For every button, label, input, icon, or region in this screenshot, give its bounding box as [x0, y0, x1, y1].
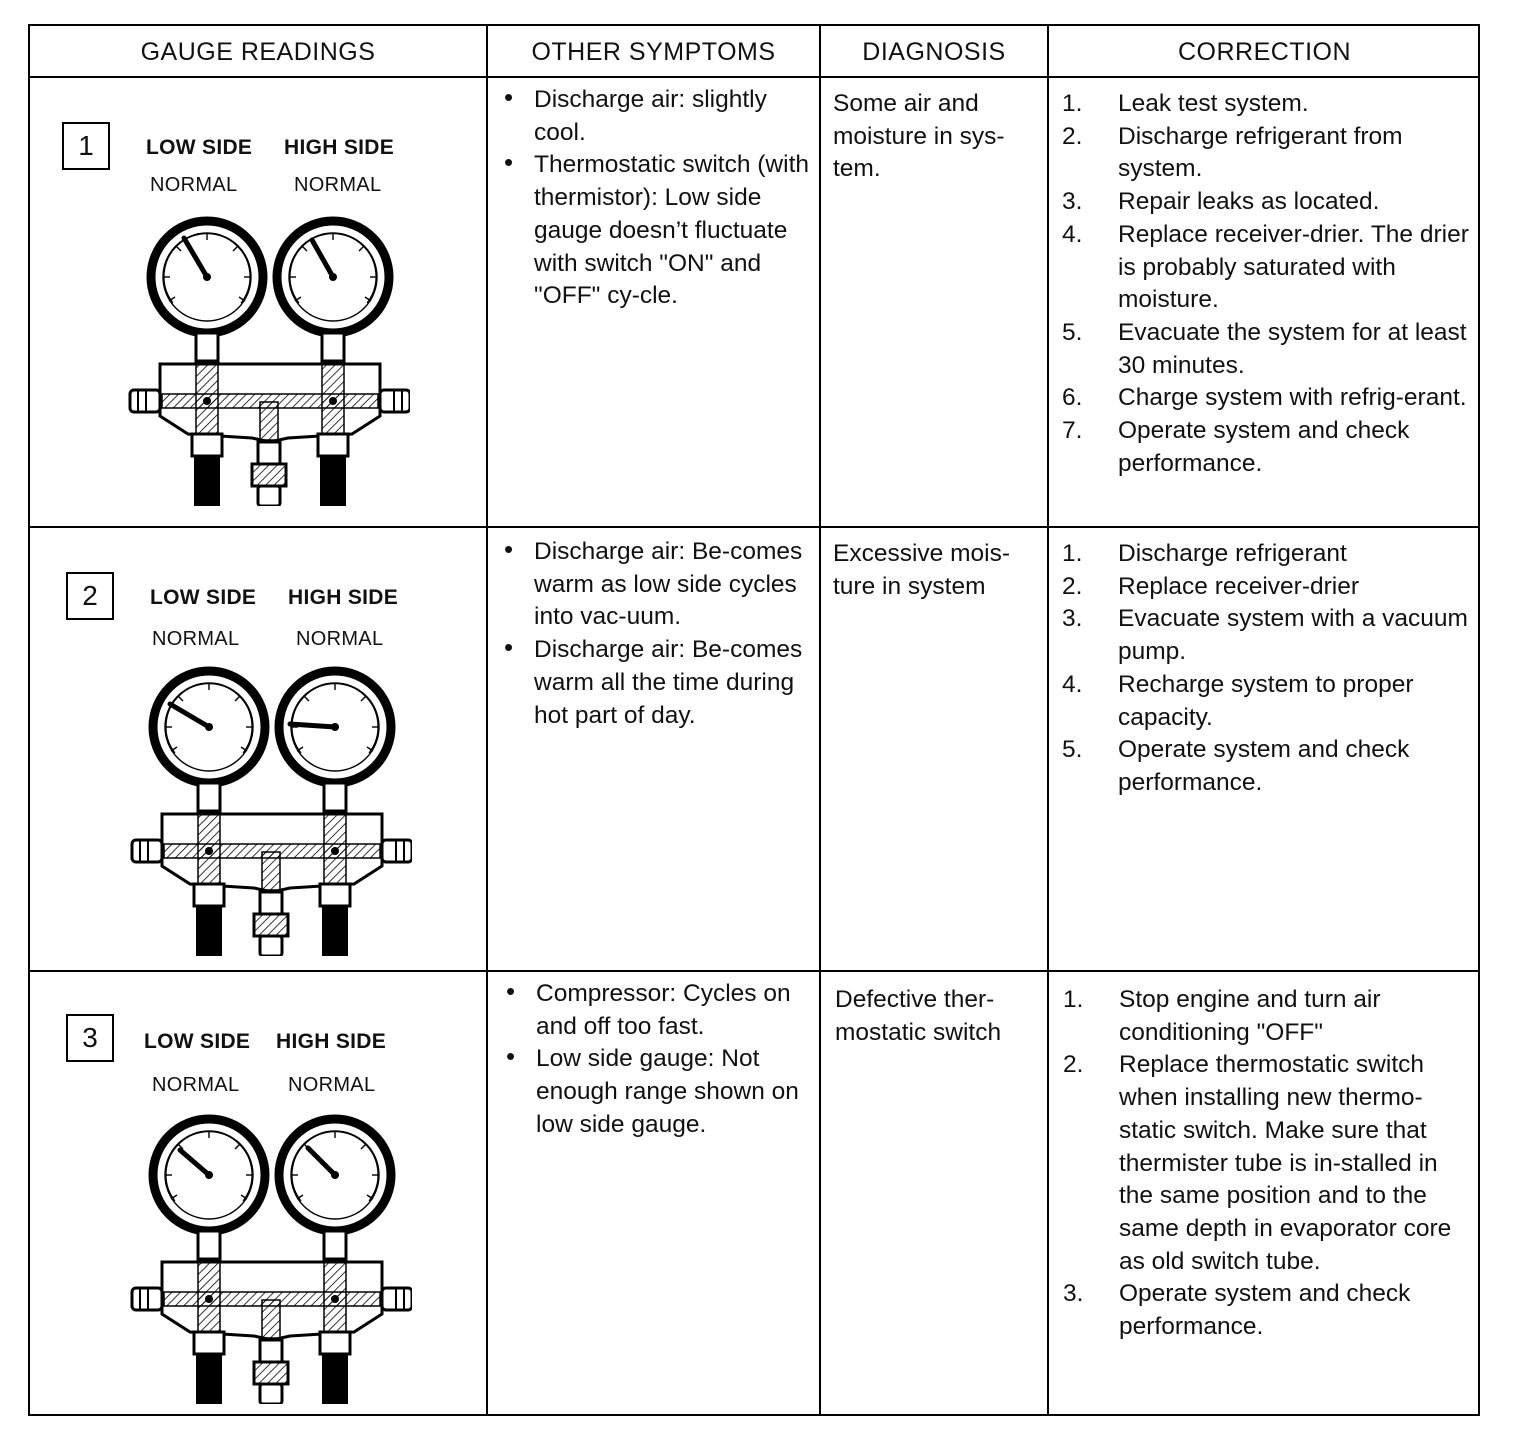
- symptom-item: • Discharge air: Be-comes warm as low side cycles into vac-uum.: [500, 536, 810, 634]
- gauge-cell-row-3: [30, 972, 488, 1416]
- correction-step: 4. Recharge system to proper capacity.: [1062, 670, 1414, 731]
- symptoms-row-1: [500, 84, 810, 313]
- header-gauge-readings: GAUGE READINGS: [140, 37, 376, 66]
- high-side-label: HIGH SIDE: [276, 1030, 387, 1053]
- correction-step: 1. Discharge refrigerant: [1062, 540, 1347, 567]
- symptoms-row-2: [500, 536, 810, 732]
- correction-step: 2. Replace thermostatic switch when installing new thermo-static switch. Make sure that thermister tube is in-stalled in the same position and to the same depth in evaporator core as old switch tube.: [1063, 1051, 1452, 1275]
- correction-step: 1. Leak test system.: [1062, 90, 1309, 117]
- correction-step: 6. Charge system with refrig-erant.: [1062, 384, 1467, 412]
- symptom-item: • Low side gauge: Not enough range shown on low side gauge.: [502, 1043, 812, 1141]
- correction-row-3: [1051, 984, 1476, 1344]
- manifold-gauge-set-icon: [122, 1104, 412, 1404]
- correction-step: 7. Operate system and check performance.: [1062, 417, 1410, 477]
- header-correction: CORRECTION: [1177, 37, 1352, 66]
- correction-step: 5. Evacuate the system for at least 30 minutes.: [1062, 318, 1467, 379]
- symptom-item: • Thermostatic switch (with thermistor): Low side gauge doesn’t fluctuate with switch "ON" and "OFF" cy-cle.: [500, 149, 810, 313]
- correction-step: 3. Repair leaks as located.: [1062, 188, 1380, 216]
- high-side-reading: NORMAL: [288, 1074, 376, 1096]
- low-side-reading: NORMAL: [152, 628, 240, 650]
- high-side-reading: NORMAL: [296, 628, 384, 650]
- row-number-box: 1: [62, 122, 110, 170]
- high-side-reading: NORMAL: [294, 174, 382, 196]
- correction-step: 5. Operate system and check performance.: [1062, 736, 1410, 796]
- manifold-gauge-set-icon: [122, 656, 412, 956]
- symptoms-row-3: [502, 978, 812, 1142]
- correction-step: 3. Evacuate system with a vacuum pump.: [1062, 605, 1468, 666]
- high-side-label: HIGH SIDE: [288, 586, 399, 609]
- symptom-item: • Discharge air: Be-comes warm all the time during hot part of day.: [500, 634, 810, 732]
- correction-step: 3. Operate system and check performance.: [1063, 1280, 1411, 1341]
- low-side-label: LOW SIDE: [144, 1030, 251, 1053]
- correction-row-2: [1050, 538, 1470, 800]
- manifold-gauge-set-icon: [120, 206, 410, 506]
- high-side-label: HIGH SIDE: [284, 136, 395, 159]
- diagnosis-row-2: Excessive mois-ture in system: [833, 540, 1010, 600]
- column-divider: [1047, 26, 1049, 1414]
- low-side-reading: NORMAL: [150, 174, 238, 196]
- header-other-symptoms: OTHER SYMPTOMS: [531, 37, 776, 66]
- row-number-box: 3: [66, 1014, 114, 1062]
- correction-step: 2. Discharge refrigerant from system.: [1062, 122, 1403, 183]
- symptom-item: • Compressor: Cycles on and off too fast.: [502, 978, 812, 1043]
- low-side-reading: NORMAL: [152, 1074, 240, 1096]
- correction-row-1: [1050, 88, 1470, 480]
- correction-step: 1. Stop engine and turn air conditioning "OFF": [1063, 986, 1381, 1046]
- column-divider: [819, 26, 821, 1414]
- header-diagnosis: DIAGNOSIS: [862, 37, 1006, 66]
- gauge-cell-row-1: [30, 78, 488, 526]
- diagnosis-row-3: Defective ther-mostatic switch: [835, 986, 1002, 1046]
- diagnosis-row-1: Some air and moisture in sys-tem.: [833, 90, 1005, 183]
- row-number-box: 2: [66, 572, 114, 620]
- low-side-label: LOW SIDE: [150, 586, 257, 609]
- correction-step: 4. Replace receiver-drier. The drier is probably saturated with moisture.: [1062, 220, 1469, 314]
- correction-step: 2. Replace receiver-drier: [1062, 572, 1360, 600]
- symptom-item: • Discharge air: slightly cool.: [500, 84, 810, 149]
- diagnosis-table: [28, 24, 1480, 1416]
- low-side-label: LOW SIDE: [146, 136, 253, 159]
- gauge-cell-row-2: [30, 528, 488, 970]
